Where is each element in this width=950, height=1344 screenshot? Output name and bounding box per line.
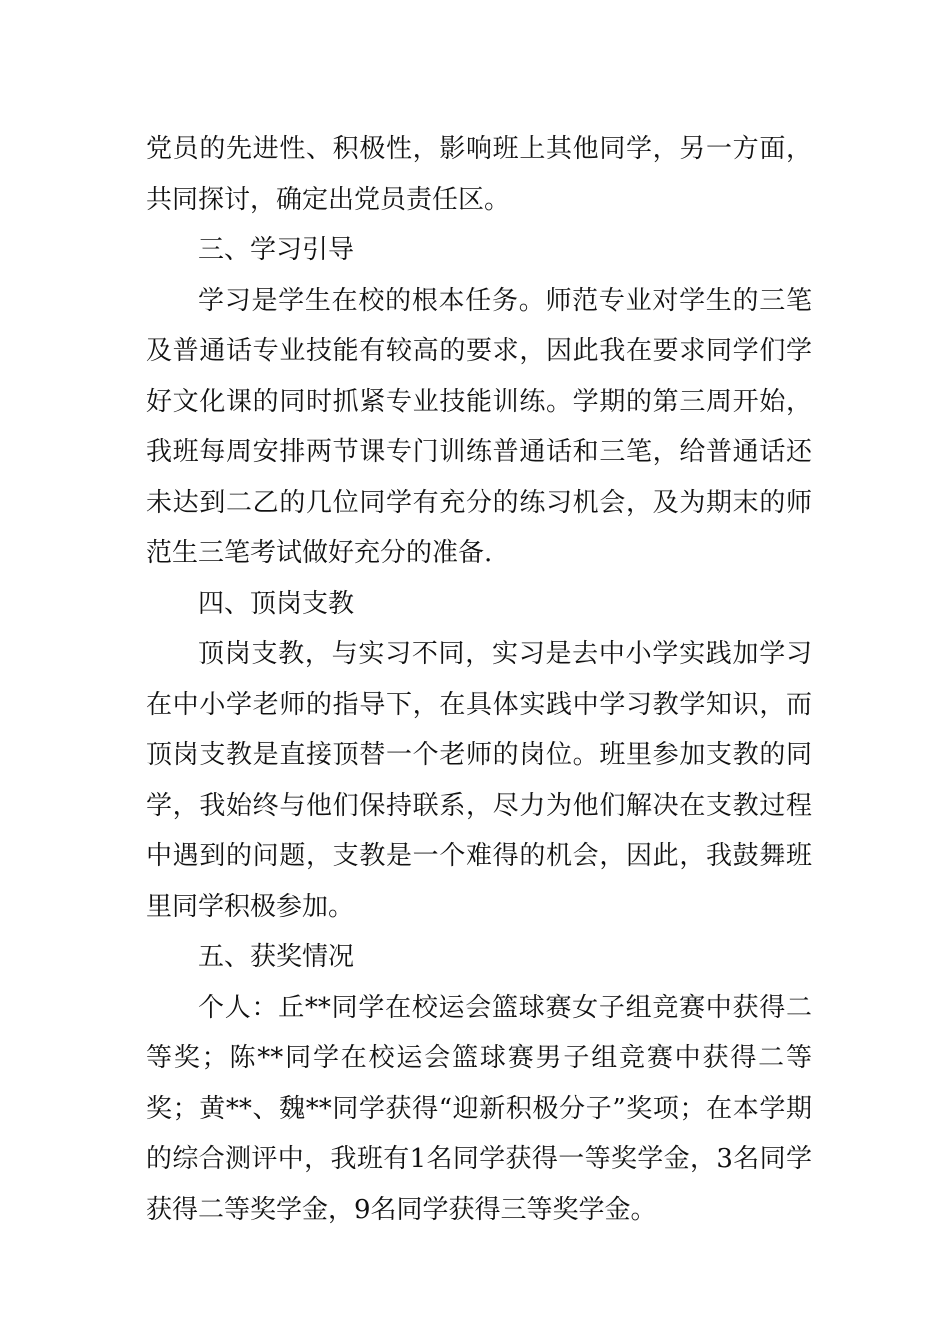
section-heading-teaching-support: 四、顶岗支教 [198,588,355,619]
paragraph-awards: 个人：丘**同学在校运会篮球赛女子组竞赛中获得二等奖；陈**同学在校运会篮球赛男子组竞赛中获得二等奖；黄**、魏**同学获得“迎新积极分子”奖项；在本学期的综合测评中，我班有1名同学获得一等奖学金，3名同学获得二等奖学金，9名同学获得三等奖学金。 [146,992,812,1225]
section-heading-awards: 五、获奖情况 [198,942,355,972]
section-heading-study-guidance: 三、学习引导 [198,235,355,265]
paragraph-teaching-support: 顶岗支教，与实习不同，实习是去中小学实践加学习在中小学老师的指导下，在具体实践中学习教学知识，而顶岗支教是直接顶替一个老师的岗位。班里参加支教的同学，我始终与他们保持联系，尽力为他们解决在支教过程中遇到的问题，支教是一个难得的机会，因此，我鼓舞班里同学积极参加。 [146,639,812,922]
paragraph-continuation: 党员的先进性、积极性，影响班上其他同学，另一方面，共同探讨，确定出党员责任区。 [146,134,812,215]
document-page [146,124,812,1235]
paragraph-study-guidance: 学习是学生在校的根本任务。师范专业对学生的三笔及普通话专业技能有较高的要求，因此我在要求同学们学好文化课的同时抓紧专业技能训练。学期的第三周开始，我班每周安排两节课专门训练普通话和三笔，给普通话还未达到二乙的几位同学有充分的练习机会，及为期末的师范生三笔考试做好充分的准备. [146,285,812,568]
